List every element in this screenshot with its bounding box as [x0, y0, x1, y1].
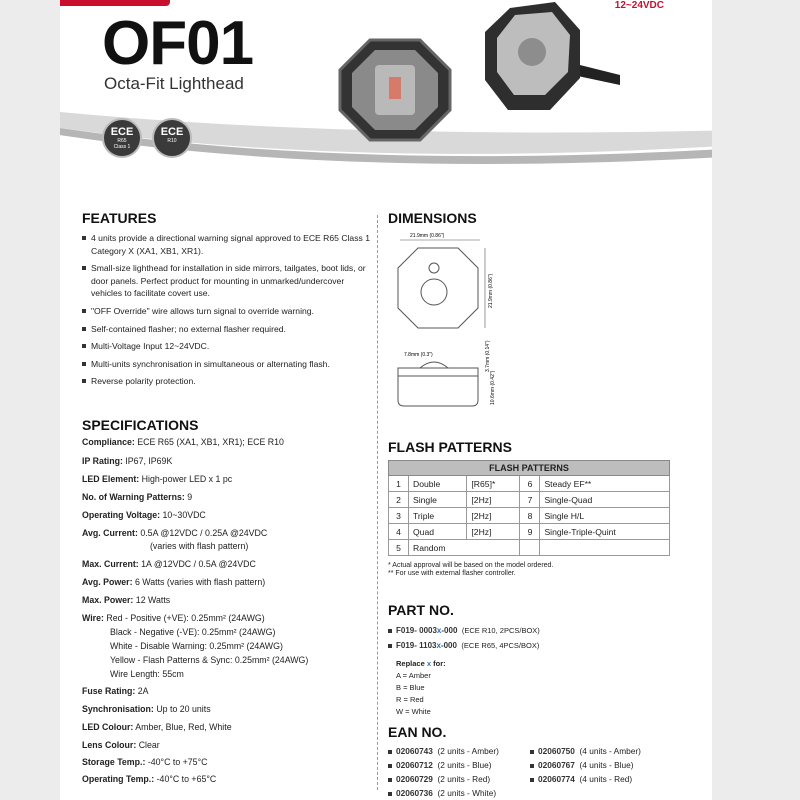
badge-line: Class 1 — [113, 144, 131, 150]
features-heading: FEATURES — [82, 210, 157, 226]
table-row: 2 Single [2Hz] 7 Single-Quad — [389, 492, 670, 508]
flash-patterns-table — [388, 460, 670, 556]
color-code: R = Red — [396, 695, 424, 704]
product-image-angled — [480, 0, 620, 115]
ean-item: 02060729 (2 units - Red) — [388, 774, 490, 784]
spec-wire-red: Wire: Red - Positive (+VE): 0.25mm² (24AWG) — [82, 613, 265, 623]
spec-led-element: LED Element: High-power LED x 1 pc — [82, 474, 233, 484]
spec-max-current: Max. Current: 1A @12VDC / 0.5A @24VDC — [82, 559, 256, 569]
ean-heading: EAN NO. — [388, 724, 447, 740]
lens-width-label: 7.8mm (0.3") — [404, 352, 433, 358]
list-item: "OFF Override" wire allows turn signal to override warning. — [82, 305, 372, 318]
spec-led-colour: LED Colour: Amber, Blue, Red, White — [82, 722, 232, 732]
ean-item: 02060712 (2 units - Blue) — [388, 760, 492, 770]
ean-item: 02060750 (4 units - Amber) — [530, 746, 641, 756]
datasheet-page — [60, 0, 712, 800]
ean-item: 02060736 (2 units - White) — [388, 788, 496, 798]
spec-warning-patterns: No. of Warning Patterns: 9 — [82, 492, 193, 502]
ece-r10-badge — [152, 118, 192, 158]
badge-line: R65 — [117, 138, 127, 144]
voltage-label: 12~24VDC — [614, 0, 664, 11]
ece-r65-badge — [102, 118, 142, 158]
lens-height-label: 3.7mm (0.14") — [485, 340, 491, 372]
flash-patterns-notes — [388, 562, 553, 578]
spec-wire-black: Black - Negative (-VE): 0.25mm² (24AWG) — [110, 627, 276, 637]
ean-item: 02060767 (4 units - Blue) — [530, 760, 634, 770]
spec-storage-temp: Storage Temp.: -40°C to +75°C — [82, 757, 208, 767]
ean-item: 02060774 (4 units - Red) — [530, 774, 632, 784]
ean-item: 02060743 (2 units - Amber) — [388, 746, 499, 756]
table-row: 1 Double [R65]* 6 Steady EF** — [389, 476, 670, 492]
spec-wire-yellow: Yellow - Flash Patterns & Sync: 0.25mm² (24AWG) — [110, 655, 309, 665]
part-no-heading: PART NO. — [388, 602, 454, 618]
spec-lens-colour: Lens Colour: Clear — [82, 740, 160, 750]
body-height-label: 10.6mm (0.42") — [490, 370, 496, 405]
spec-fuse-rating: Fuse Rating: 2A — [82, 686, 149, 696]
dimensions-heading: DIMENSIONS — [388, 210, 477, 226]
features-list — [82, 232, 372, 393]
badge-line: R10 — [167, 138, 177, 144]
top-red-tab — [60, 0, 170, 6]
table-row: 3 Triple [2Hz] 8 Single H/L — [389, 508, 670, 524]
list-item: 4 units provide a directional warning signal approved to ECE R65 Class 1 Category X (XA1, XB1, XR1). — [82, 232, 372, 257]
product-image-front — [335, 35, 455, 145]
color-code: A = Amber — [396, 671, 431, 680]
spec-avg-current: Avg. Current: 0.5A @12VDC / 0.25A @24VDC — [82, 528, 268, 538]
list-item: Small-size lighthead for installation in side mirrors, tailgates, boot lids, or door panels. Perfect product for mounting in unmarked/undercover vehicles to facilitate covert use. — [82, 262, 372, 300]
product-subtitle: Octa-Fit Lighthead — [104, 74, 244, 93]
spec-operating-temp: Operating Temp.: -40°C to +65°C — [82, 774, 217, 784]
list-item: Reverse polarity protection. — [82, 375, 372, 388]
width-dimension-label: 21.9mm (0.86") — [410, 233, 445, 239]
color-code: B = Blue — [396, 683, 425, 692]
list-item: Multi-units synchronisation in simultaneous or alternating flash. — [82, 358, 372, 371]
note: * Actual approval will be based on the model ordered. — [388, 562, 554, 569]
column-divider — [377, 215, 378, 790]
part-number-row: F019- 0003x-000 (ECE R10, 2PCS/BOX) — [388, 626, 540, 635]
spec-avg-current-note: (varies with flash pattern) — [150, 541, 249, 551]
list-item: Self-contained flasher; no external flasher required. — [82, 323, 372, 336]
spec-synchronisation: Synchronisation: Up to 20 units — [82, 704, 211, 714]
spec-compliance: Compliance: ECE R65 (XA1, XB1, XR1); ECE R10 — [82, 437, 284, 447]
model-title: OF01 — [102, 9, 254, 78]
dimension-drawing — [390, 230, 510, 415]
spec-ip-rating: IP Rating: IP67, IP69K — [82, 456, 173, 466]
spec-operating-voltage: Operating Voltage: 10~30VDC — [82, 510, 206, 520]
replace-label: Replace x for: — [396, 659, 446, 668]
list-item: Multi-Voltage Input 12~24VDC. — [82, 340, 372, 353]
spec-wire-white: White - Disable Warning: 0.25mm² (24AWG) — [110, 641, 283, 651]
part-number-row: F019- 1103x-000 (ECE R65, 4PCS/BOX) — [388, 641, 539, 650]
table-title: FLASH PATTERNS — [389, 461, 670, 476]
flash-patterns-heading: FLASH PATTERNS — [388, 439, 512, 455]
table-row: 4 Quad [2Hz] 9 Single-Triple-Quint — [389, 524, 670, 540]
spec-wire-length: Wire Length: 55cm — [110, 669, 184, 679]
table-row: 5 Random — [389, 540, 670, 556]
specifications-heading: SPECIFICATIONS — [82, 417, 199, 433]
note: ** For use with external flasher controller. — [388, 570, 516, 577]
badge-title: ECE — [160, 126, 184, 138]
spec-avg-power: Avg. Power: 6 Watts (varies with flash pattern) — [82, 577, 266, 587]
color-code: W = White — [396, 707, 431, 716]
badge-title: ECE — [110, 126, 134, 138]
spec-max-power: Max. Power: 12 Watts — [82, 595, 171, 605]
height-dimension-label: 21.9mm (0.86") — [488, 273, 494, 308]
